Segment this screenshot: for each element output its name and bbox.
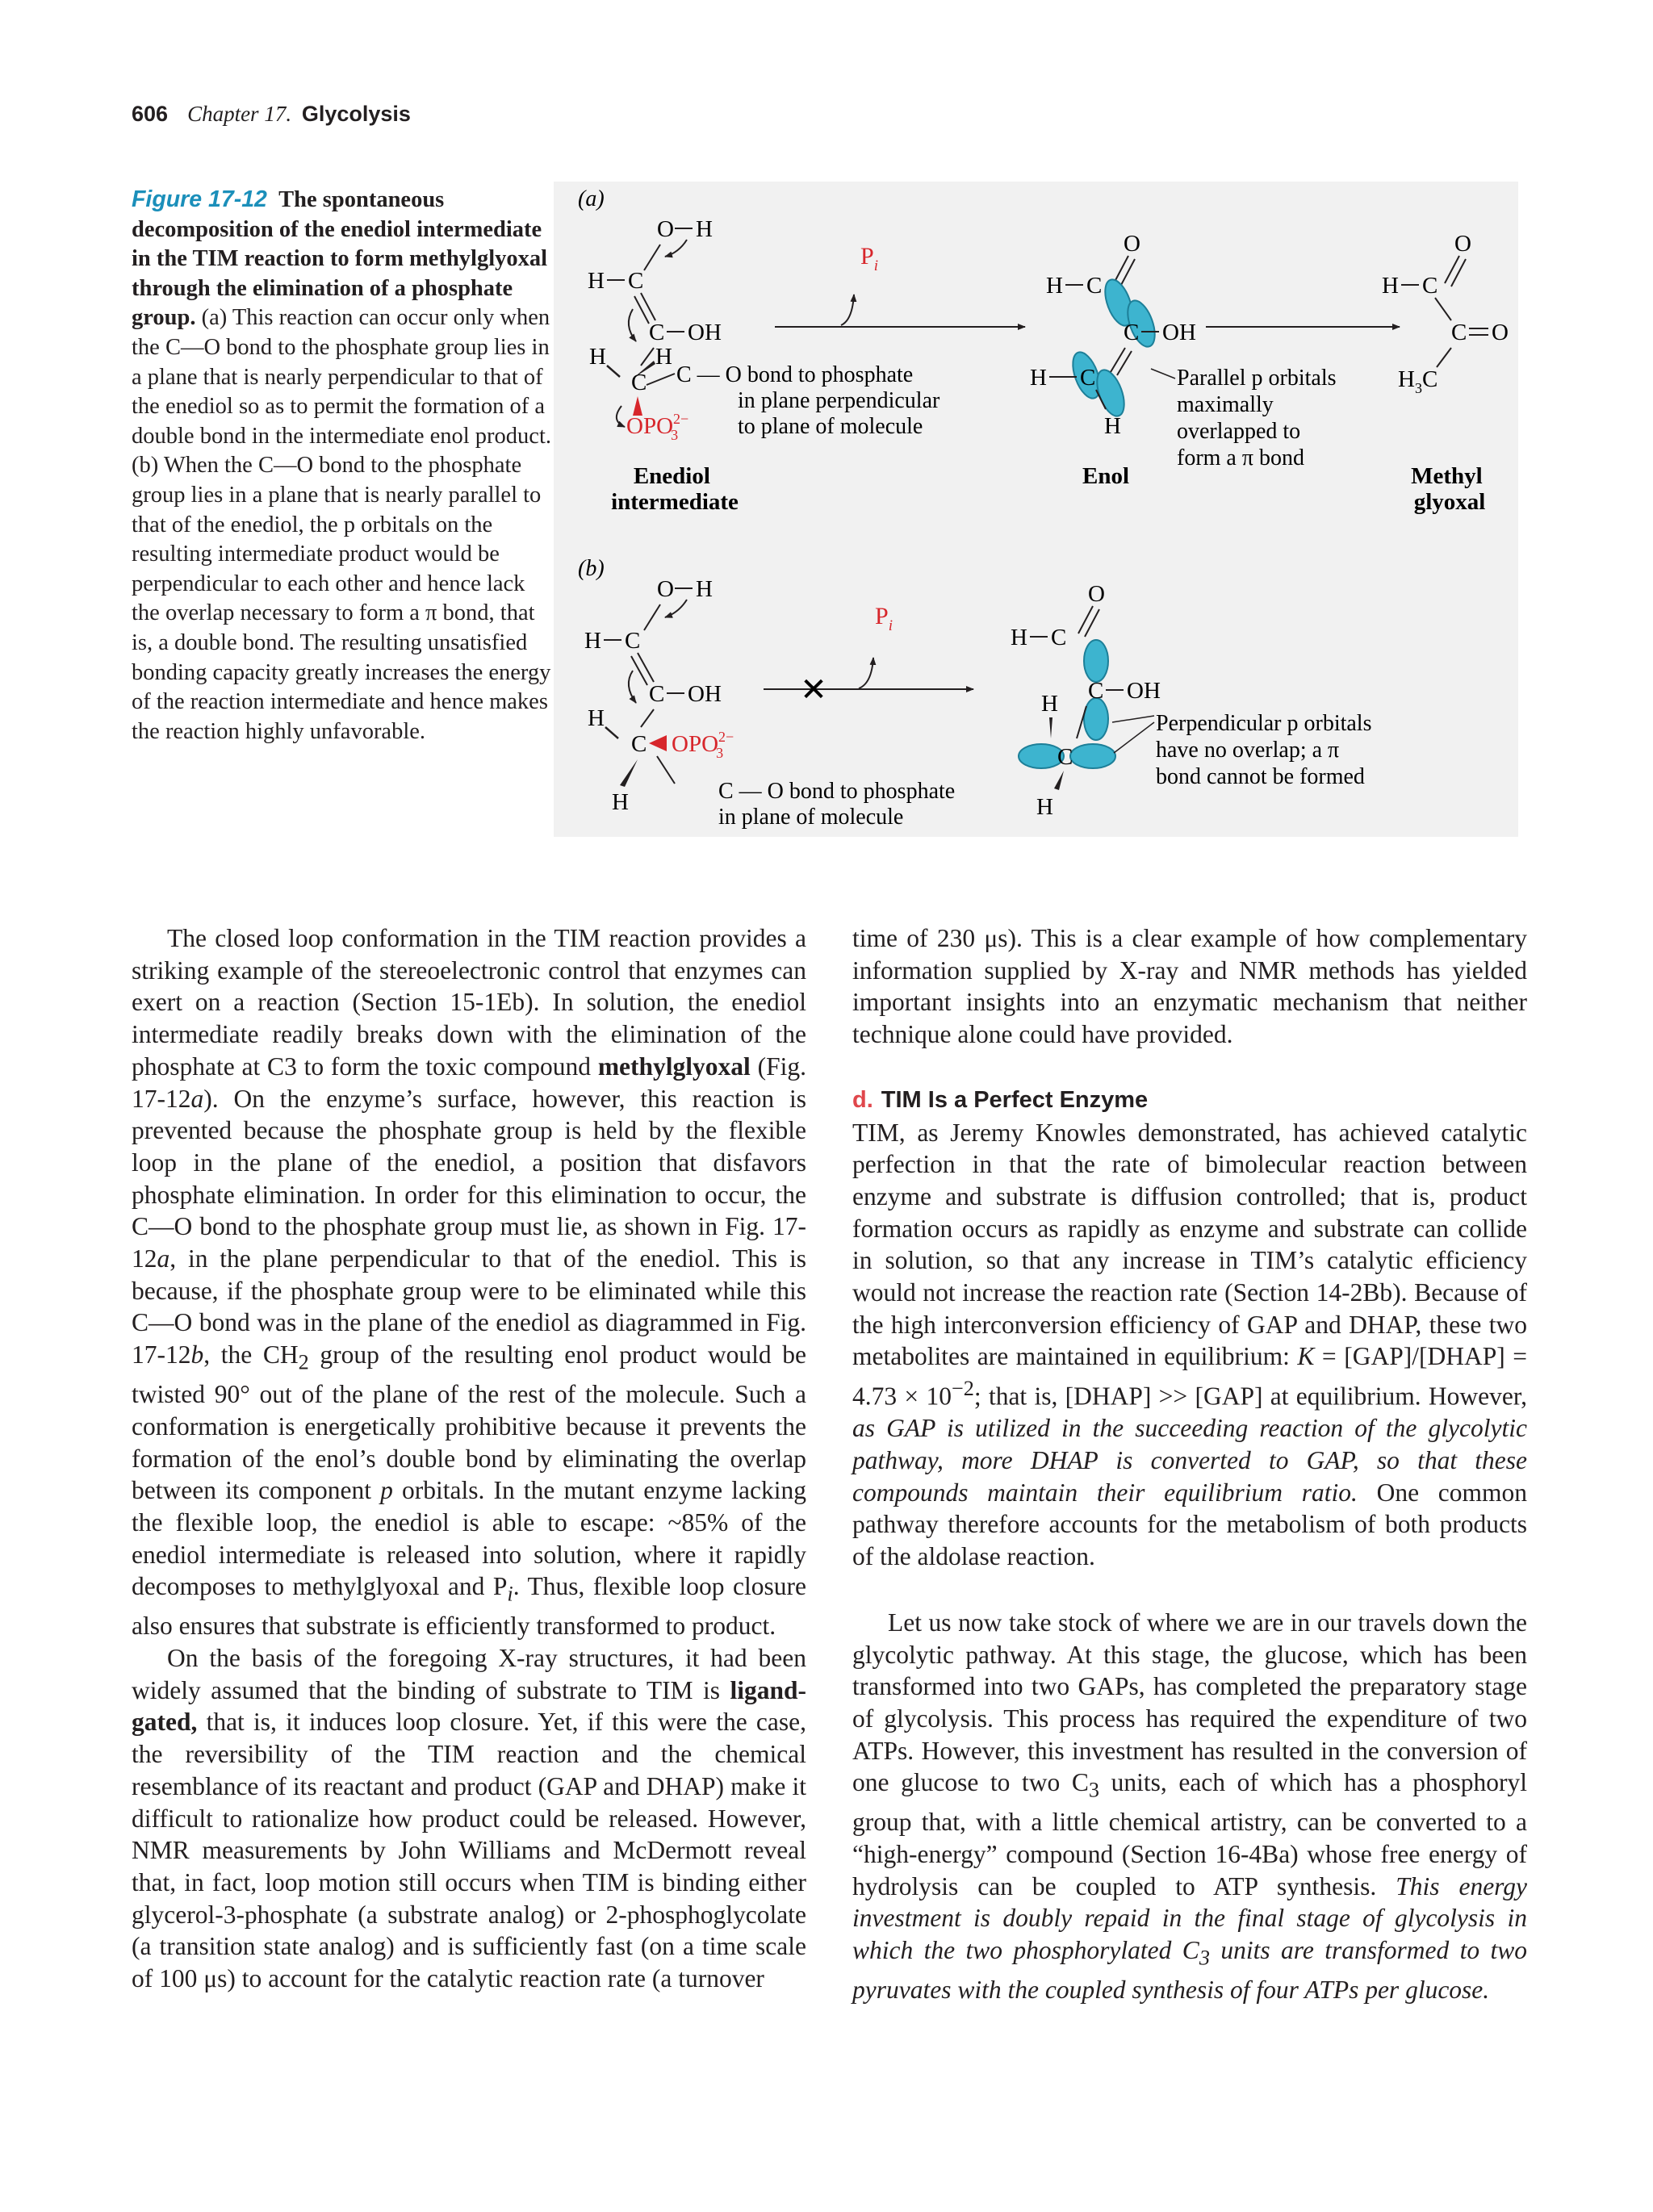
bond-note-b: C — O bond to phosphate in plane of molecule [718,779,956,830]
atom-C: C [1088,678,1104,704]
left-column [132,922,806,1995]
p-orbital-lobe [1084,640,1108,682]
blocked-reaction-cross: ✕ [800,671,827,708]
wedge-bond [1054,771,1064,790]
atom-H: H [588,268,605,294]
bond [647,374,675,385]
atom-O: O [1124,231,1140,257]
bond [641,709,654,727]
atom-C: C [1080,365,1096,391]
double-bond [1085,609,1099,637]
enol-structure [1030,231,1196,439]
p-orbital-lobe [1084,698,1108,740]
atom-O: O [657,576,674,602]
section-letter: d. [852,1086,873,1113]
atom-OH: OH [1162,320,1196,345]
charge: 2− [673,411,689,427]
figure-title: The spontaneous decomposition of the enediol intermediate in the TIM reaction to form methylglyoxal through the elimination of a phosphate group. [132,187,548,331]
bond-note-a [676,362,945,439]
atom-H: H [589,344,606,370]
twisted-enol-structure [1011,581,1161,820]
electron-arrow [617,406,625,427]
double-bond [631,656,647,685]
panel-a-tag: (a) [578,186,605,211]
atom-C: C [1422,273,1438,299]
atom-H: H [1382,273,1399,299]
atom-H: H [696,216,713,242]
atom-O: O [1088,581,1105,607]
enediol-structure-b [584,576,734,815]
double-bond [1120,259,1135,286]
right-column [852,922,1527,2006]
enediol-structure-a [588,216,722,443]
electron-arrow [665,240,687,257]
atom-H: H [1030,365,1047,391]
figure-diagram [554,182,1518,837]
atom-H: H [696,576,713,602]
atom-OH: OH [1127,678,1161,704]
p-orbital-lobe [1070,744,1115,768]
atom-H: H [612,789,629,815]
atom-C: C [628,268,644,294]
atom-C: C [649,681,665,707]
paragraph: Let us now take stock of where we are in our travels down the glycolytic pathway. At this stage, the glucose, which has been transformed into two GAPs, has completed the preparatory stage of glycolysis. This process has required the expenditure of two ATPs. However, this investment has resulted in the conversion of one glucose to two $C_3$ units, each of which has a phosphoryl group that, with a little chemical artistry, can be converted to a “high-energy” compound (Section 16-4Ba) whose free energy of hydrolysis can be coupled to ATP synthesis. This energy investment is doubly repaid in the final stage of glycolysis in which the two phosphorylated $C_3$ units are transformed to two pyruvates with the coupled synthesis of four ATPs per glucose. [852,1608,1528,2005]
svg-text:OPO2−3 [672,729,734,761]
atom-OPO: OPO [672,731,719,757]
phosphate-release-label: $P_i$ [860,243,878,274]
panel-b-tag: (b) [578,556,605,581]
atom-O: O [1492,320,1509,345]
double-bond [1445,256,1459,283]
figure-label: Figure 17-12 [132,186,267,212]
double-bond [1114,256,1128,283]
electron-arrow [665,600,687,617]
running-header [132,102,411,127]
bond [657,756,675,784]
atom-O: O [657,216,674,242]
double-bond [1117,351,1132,375]
atom-H: H [1041,691,1058,717]
svg-text:OPO2−3 [626,411,688,443]
bond [644,604,660,630]
subscript: 3 [716,745,724,761]
atom-OPO: OPO [626,413,674,439]
phosphate-wedge [649,735,667,751]
charge: 2− [718,729,734,745]
orbital-leader [1112,716,1154,722]
atom-H: H [655,344,672,370]
bond [1437,348,1451,367]
methyl-group: $H_3C$ [1398,366,1438,396]
wedge-bond [620,759,638,787]
bond [644,245,660,270]
atom-O: O [1454,231,1471,257]
double-bond [1451,259,1466,286]
atom-OH: OH [688,320,722,345]
double-bond [1111,348,1125,372]
atom-H: H [1036,794,1053,820]
chapter-number: Chapter 17. [187,102,292,126]
double-bond [641,293,655,320]
phosphate-release-arrow [859,658,873,688]
methylglyoxal-structure [1382,231,1509,396]
bond-note-line: in plane perpendicular [738,388,940,413]
atom-H: H [1011,625,1027,650]
figure-caption-body: (a) This reaction can occur only when the C—O bond to the phosphate group lies in a plane that is nearly perpendicular to that of the enediol so as to permit the formation of a double bond in the intermediate enol product. (b) When the C—O bond to the phosphate group lies in a plane that is nearly parallel to that of the enediol, the p orbitals on the resulting intermediate product would be perpendicular to each other and hence lack the overlap necessary to form a π bond, that is, a double bond. The resulting unsatisfied bonding capacity greatly increases the energy of the reaction intermediate and hence makes the reaction highly unfavorable. [132,305,551,744]
double-bond [1078,606,1093,633]
atom-C: C [1057,744,1073,770]
orbital-note-b: Perpendicular p orbitals have no overlap; a π bond cannot be formed [1156,711,1372,789]
enediol-label: Enediol intermediate [611,463,739,515]
orbital-note-a: Parallel p orbitals maximally overlapped to form a π bond [1177,366,1337,470]
paragraph: time of 230 μs). This is a clear example of how complementary information supplied by X-ray and NMR methods has yielded important insights into an enzymatic mechanism that neither technique alone could have provided. [852,924,1527,1049]
bond [1435,298,1451,320]
atom-C: C [1086,273,1103,299]
atom-C: C [631,370,647,395]
atom-H: H [584,628,601,654]
methylglyoxal-label: Methyl glyoxal [1411,463,1486,515]
atom-C: C [625,628,641,654]
subscript: 3 [671,427,679,443]
orbital-leader [1151,369,1175,378]
atom-C: C [1451,320,1467,345]
atom-C: C [1124,320,1140,345]
paragraph: On the basis of the foregoing X-ray structures, it had been widely assumed that the binding of substrate to TIM is ligand-gated, that is, it induces loop closure. Yet, if this were the case, the reversibility of the TIM reaction and the chemical resemblance of its reactant and product (GAP and DHAP) make it difficult to rationalize how product could be released. However, NMR measurements by John Williams and McDermott reveal that, in fact, loop motion still occurs when TIM is binding either glycerol-3-phosphate (a substrate analog) or 2-phosphoglycolate (a transition state analog) and is sufficiently fast (on a time scale of 100 μs) to account for the catalytic reaction rate (a turnover [132,1644,806,1993]
chapter-title: Glycolysis [301,102,411,126]
atom-H: H [1104,413,1121,439]
wedge-bond [1049,717,1052,738]
electron-arrow [629,309,636,341]
section-title: TIM Is a Perfect Enzyme [881,1086,1149,1113]
bond [607,366,620,377]
paragraph: TIM, as Jeremy Knowles demonstrated, has achieved catalytic perfection in that the rate of bimolecular reaction between enzyme and substrate is diffusion controlled; that is, product formation occurs as rapidly as enzyme and substrate can collide in solution, so that any increase in TIM’s catalytic efficiency would not increase the reaction rate (Section 14-2Bb). Because of the high interconversion efficiency of GAP and DHAP, these two metabolites are maintained in equilibrium: K = [GAP]/[DHAP] = $4.73 \times 10^{-2}$; that is, [DHAP] >> [GAP] at equilibrium. However, as GAP is utilized in the succeeding reaction of the glycolytic pathway, more DHAP is converted to GAP, so that these compounds maintain their equilibrium ratio. One common pathway therefore accounts for the metabolism of both products of the aldolase reaction. [852,1118,1527,1571]
atom-OH: OH [688,681,722,707]
atom-C: C [1051,625,1067,650]
paragraph: The closed loop conformation in the TIM reaction provides a striking example of the stereoelectronic control that enzymes can exert on a reaction (Section 15-1Eb). In solution, the enediol intermediate readily breaks down with the elimination of the phosphate at C3 to form the toxic compound methylglyoxal (Fig. 17-12a). On the enzyme’s surface, however, this reaction is prevented because the phosphate group is held by the flexible loop in the plane of the enediol, a position that disfavors phosphate elimination. In order for this elimination to occur, the C—O bond to the phosphate group must lie, as shown in Fig. 17-12a, in the plane perpendicular to that of the enediol. This is because, if the phosphate group were to be eliminated while this C—O bond was in the plane of the enediol as diagrammed in Fig. 17-12b, the $CH_2$ group of the resulting enol product would be twisted 90° out of the plane of the rest of the molecule. Such a conformation is energetically prohibitive because it prevents the formation of the enol’s double bond by eliminating the overlap between its component p orbitals. In the mutant enzyme lacking the flexible loop, the enediol is able to escape: ~85% of the enediol intermediate is released into solution, where it rapidly decomposes to methylglyoxal and $P_i$. Thus, flexible loop closure also ensures that substrate is efficiently transformed to product. [132,924,807,1641]
figure-caption [132,185,551,746]
double-bond [634,296,649,324]
phosphate-release-arrow [841,295,854,325]
bond-note-line: to plane of molecule [738,414,923,439]
bond-note-line: C — O bond to phosphate [676,362,914,387]
enol-label: Enol [1082,463,1130,489]
phosphate-release-label: $P_i$ [875,603,893,634]
orbital-leader [1114,722,1154,753]
section-heading [852,1085,1527,1117]
double-bond [638,653,654,682]
page-number: 606 [132,102,169,126]
atom-C: C [649,320,665,345]
atom-H: H [588,705,605,731]
bond [605,727,618,738]
atom-H: H [1046,273,1063,299]
electron-arrow [629,671,636,703]
atom-C: C [631,731,647,757]
